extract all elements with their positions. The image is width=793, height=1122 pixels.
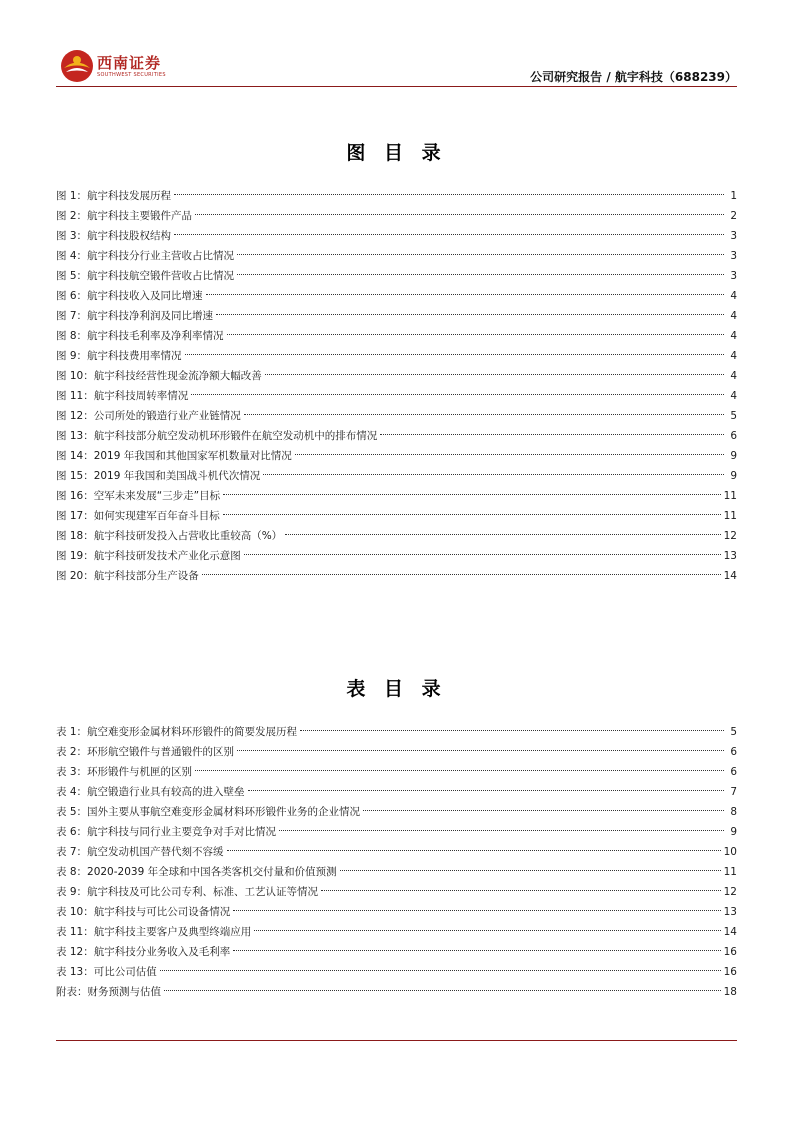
- toc-entry-page: 4: [730, 330, 737, 342]
- toc-entry-label: 图 10：航宇科技经营性现金流净额大幅改善: [56, 370, 262, 382]
- figure-index-heading: 图 目 录: [346, 142, 447, 164]
- toc-entry-page: 4: [730, 290, 737, 302]
- toc-dot-leader: [216, 314, 724, 315]
- toc-entry-page: 3: [730, 230, 737, 242]
- toc-entry-label: 表 1：航空难变形金属材料环形锻件的简要发展历程: [56, 726, 298, 738]
- toc-entry-label: 图 12：公司所处的锻造行业产业链情况: [56, 410, 241, 422]
- toc-entry-page: 14: [723, 570, 737, 582]
- toc-entry-label: 表 11：航宇科技主要客户及典型终端应用: [56, 926, 252, 938]
- toc-entry-page: 4: [730, 390, 737, 402]
- toc-dot-leader: [244, 414, 724, 415]
- toc-entry-label: 图 15：2019 年我国和美国战斗机代次情况: [56, 470, 261, 482]
- toc-entry-label: 图 8：航宇科技毛利率及净利率情况: [56, 330, 224, 342]
- toc-entry[interactable]: [56, 506, 737, 526]
- toc-entry[interactable]: [56, 882, 737, 902]
- toc-dot-leader: [363, 810, 724, 811]
- toc-entry-label: 表 3：环形锻件与机匣的区别: [56, 766, 193, 778]
- toc-dot-leader: [380, 434, 724, 435]
- toc-entry-page: 5: [730, 410, 737, 422]
- toc-entry-label: 表 7：航空发动机国产替代刻不容缓: [56, 846, 224, 858]
- toc-dot-leader: [237, 274, 724, 275]
- toc-dot-leader: [206, 294, 724, 295]
- toc-entry-page: 4: [730, 370, 737, 382]
- toc-entry-page: 16: [723, 946, 737, 958]
- toc-dot-leader: [237, 254, 724, 255]
- toc-entry[interactable]: [56, 446, 737, 466]
- toc-entry-label: 图 6：航宇科技收入及同比增速: [56, 290, 203, 302]
- brand-name-cn: 西南证券: [97, 54, 162, 72]
- table-index-list: [56, 722, 737, 1002]
- toc-entry[interactable]: [56, 466, 737, 486]
- toc-entry-label: 表 6：航宇科技与同行业主要竞争对手对比情况: [56, 826, 277, 838]
- toc-entry-page: 10: [723, 846, 737, 858]
- toc-dot-leader: [195, 214, 724, 215]
- toc-dot-leader: [340, 870, 721, 871]
- toc-entry-label: 图 19：航宇科技研发技术产业化示意图: [56, 550, 241, 562]
- toc-entry-label: 表 5：国外主要从事航空难变形金属材料环形锻件业务的企业情况: [56, 806, 361, 818]
- toc-entry-page: 6: [730, 746, 737, 758]
- report-title: 公司研究报告 / 航宇科技（688239）: [530, 70, 737, 84]
- toc-entry[interactable]: [56, 922, 737, 942]
- toc-entry-label: 图 16：空军未来发展“三步走”目标: [56, 490, 221, 502]
- toc-entry[interactable]: [56, 386, 737, 406]
- toc-entry-page: 14: [723, 926, 737, 938]
- toc-entry-page: 9: [730, 470, 737, 482]
- toc-entry[interactable]: [56, 246, 737, 266]
- toc-entry-label: 图 3：航宇科技股权结构: [56, 230, 172, 242]
- toc-dot-leader: [254, 930, 720, 931]
- toc-dot-leader: [174, 234, 724, 235]
- toc-entry-page: 8: [730, 806, 737, 818]
- toc-entry-label: 图 1：航宇科技发展历程: [56, 190, 172, 202]
- toc-entry-page: 12: [723, 886, 737, 898]
- toc-entry[interactable]: [56, 186, 737, 206]
- toc-entry[interactable]: [56, 306, 737, 326]
- toc-entry-label: 图 13：航宇科技部分航空发动机环形锻件在航空发动机中的排布情况: [56, 430, 378, 442]
- toc-entry-page: 4: [730, 310, 737, 322]
- toc-entry-page: 5: [730, 726, 737, 738]
- toc-dot-leader: [300, 730, 724, 731]
- toc-entry-label: 表 8：2020-2039 年全球和中国各类客机交付量和价值预测: [56, 866, 337, 878]
- toc-entry[interactable]: [56, 566, 737, 586]
- toc-dot-leader: [202, 574, 721, 575]
- toc-entry[interactable]: [56, 426, 737, 446]
- toc-entry-page: 18: [723, 986, 737, 998]
- toc-dot-leader: [223, 494, 721, 495]
- toc-entry-page: 13: [723, 906, 737, 918]
- toc-dot-leader: [233, 950, 720, 951]
- header-divider: [56, 86, 737, 87]
- toc-entry[interactable]: [56, 942, 737, 962]
- figure-index-list: [56, 186, 737, 586]
- toc-entry-label: 图 9：航宇科技费用率情况: [56, 350, 182, 362]
- toc-entry[interactable]: [56, 842, 737, 862]
- toc-entry-label: 表 4：航空锻造行业具有较高的进入壁垒: [56, 786, 245, 798]
- table-index-section: [56, 677, 737, 1002]
- toc-entry-page: 3: [730, 250, 737, 262]
- toc-dot-leader: [285, 534, 720, 535]
- toc-entry[interactable]: [56, 346, 737, 366]
- toc-entry[interactable]: [56, 902, 737, 922]
- toc-entry-label: 图 4：航宇科技分行业主营收占比情况: [56, 250, 235, 262]
- toc-entry-label: 表 10：航宇科技与可比公司设备情况: [56, 906, 231, 918]
- toc-entry-label: 表 9：航宇科技及可比公司专利、标准、工艺认证等情况: [56, 886, 319, 898]
- figure-index-section: [56, 141, 737, 586]
- toc-dot-leader: [233, 910, 720, 911]
- toc-entry-label: 图 17：如何实现建军百年奋斗目标: [56, 510, 220, 522]
- toc-dot-leader: [265, 374, 724, 375]
- toc-dot-leader: [263, 474, 724, 475]
- toc-entry-page: 11: [723, 866, 737, 878]
- toc-dot-leader: [227, 334, 724, 335]
- toc-dot-leader: [174, 194, 724, 195]
- toc-entry-page: 7: [730, 786, 737, 798]
- toc-entry[interactable]: [56, 366, 737, 386]
- toc-entry[interactable]: [56, 286, 737, 306]
- toc-dot-leader: [191, 394, 724, 395]
- toc-entry[interactable]: [56, 326, 737, 346]
- toc-entry[interactable]: [56, 762, 737, 782]
- toc-entry-label: 表 13：可比公司估值: [56, 966, 157, 978]
- toc-entry-page: 16: [723, 966, 737, 978]
- toc-entry[interactable]: [56, 982, 737, 1002]
- toc-dot-leader: [223, 514, 721, 515]
- toc-entry[interactable]: [56, 822, 737, 842]
- toc-entry[interactable]: [56, 742, 737, 762]
- toc-dot-leader: [185, 354, 724, 355]
- toc-entry-label: 附表：财务预测与估值: [56, 986, 161, 998]
- toc-entry-label: 图 14：2019 年我国和其他国家军机数量对比情况: [56, 450, 292, 462]
- toc-entry-page: 11: [723, 510, 737, 522]
- brand-name-en: SOUTHWEST SECURITIES: [97, 72, 166, 78]
- toc-entry-label: 图 2：航宇科技主要锻件产品: [56, 210, 193, 222]
- toc-entry-page: 1: [730, 190, 737, 202]
- toc-entry-page: 6: [730, 766, 737, 778]
- brand-logo-icon: [60, 49, 94, 83]
- toc-dot-leader: [195, 770, 724, 771]
- toc-entry-label: 图 11：航宇科技周转率情况: [56, 390, 189, 402]
- toc-entry[interactable]: [56, 266, 737, 286]
- toc-dot-leader: [244, 554, 721, 555]
- toc-entry-label: 表 12：航宇科技分业务收入及毛利率: [56, 946, 231, 958]
- toc-dot-leader: [164, 990, 721, 991]
- toc-entry[interactable]: [56, 486, 737, 506]
- toc-dot-leader: [295, 454, 724, 455]
- toc-entry-page: 12: [723, 530, 737, 542]
- toc-entry[interactable]: [56, 802, 737, 822]
- toc-entry[interactable]: [56, 526, 737, 546]
- toc-entry[interactable]: [56, 782, 737, 802]
- toc-dot-leader: [321, 890, 721, 891]
- toc-entry-page: 3: [730, 270, 737, 282]
- toc-entry[interactable]: [56, 546, 737, 566]
- toc-entry[interactable]: [56, 722, 737, 742]
- toc-entry-page: 6: [730, 430, 737, 442]
- toc-dot-leader: [160, 970, 721, 971]
- toc-dot-leader: [279, 830, 724, 831]
- toc-dot-leader: [248, 790, 724, 791]
- toc-entry-page: 13: [723, 550, 737, 562]
- toc-entry-page: 4: [730, 350, 737, 362]
- toc-entry-label: 图 5：航宇科技航空锻件营收占比情况: [56, 270, 235, 282]
- table-index-heading: 表 目 录: [346, 678, 447, 700]
- toc-entry-label: 图 18：航宇科技研发投入占营收比重较高（%）: [56, 530, 283, 542]
- toc-entry[interactable]: [56, 226, 737, 246]
- toc-entry[interactable]: [56, 206, 737, 226]
- toc-entry-page: 11: [723, 490, 737, 502]
- brand-logo: [60, 49, 170, 83]
- toc-dot-leader: [237, 750, 724, 751]
- toc-entry-page: 9: [730, 826, 737, 838]
- footer-divider: [56, 1040, 737, 1041]
- toc-entry-page: 2: [730, 210, 737, 222]
- toc-entry-page: 9: [730, 450, 737, 462]
- toc-entry-label: 图 20：航宇科技部分生产设备: [56, 570, 199, 582]
- toc-entry-label: 图 7：航宇科技净利润及同比增速: [56, 310, 214, 322]
- toc-dot-leader: [227, 850, 721, 851]
- toc-entry-label: 表 2：环形航空锻件与普通锻件的区别: [56, 746, 235, 758]
- toc-entry[interactable]: [56, 962, 737, 982]
- toc-entry[interactable]: [56, 406, 737, 426]
- page-header: [0, 0, 793, 92]
- toc-entry[interactable]: [56, 862, 737, 882]
